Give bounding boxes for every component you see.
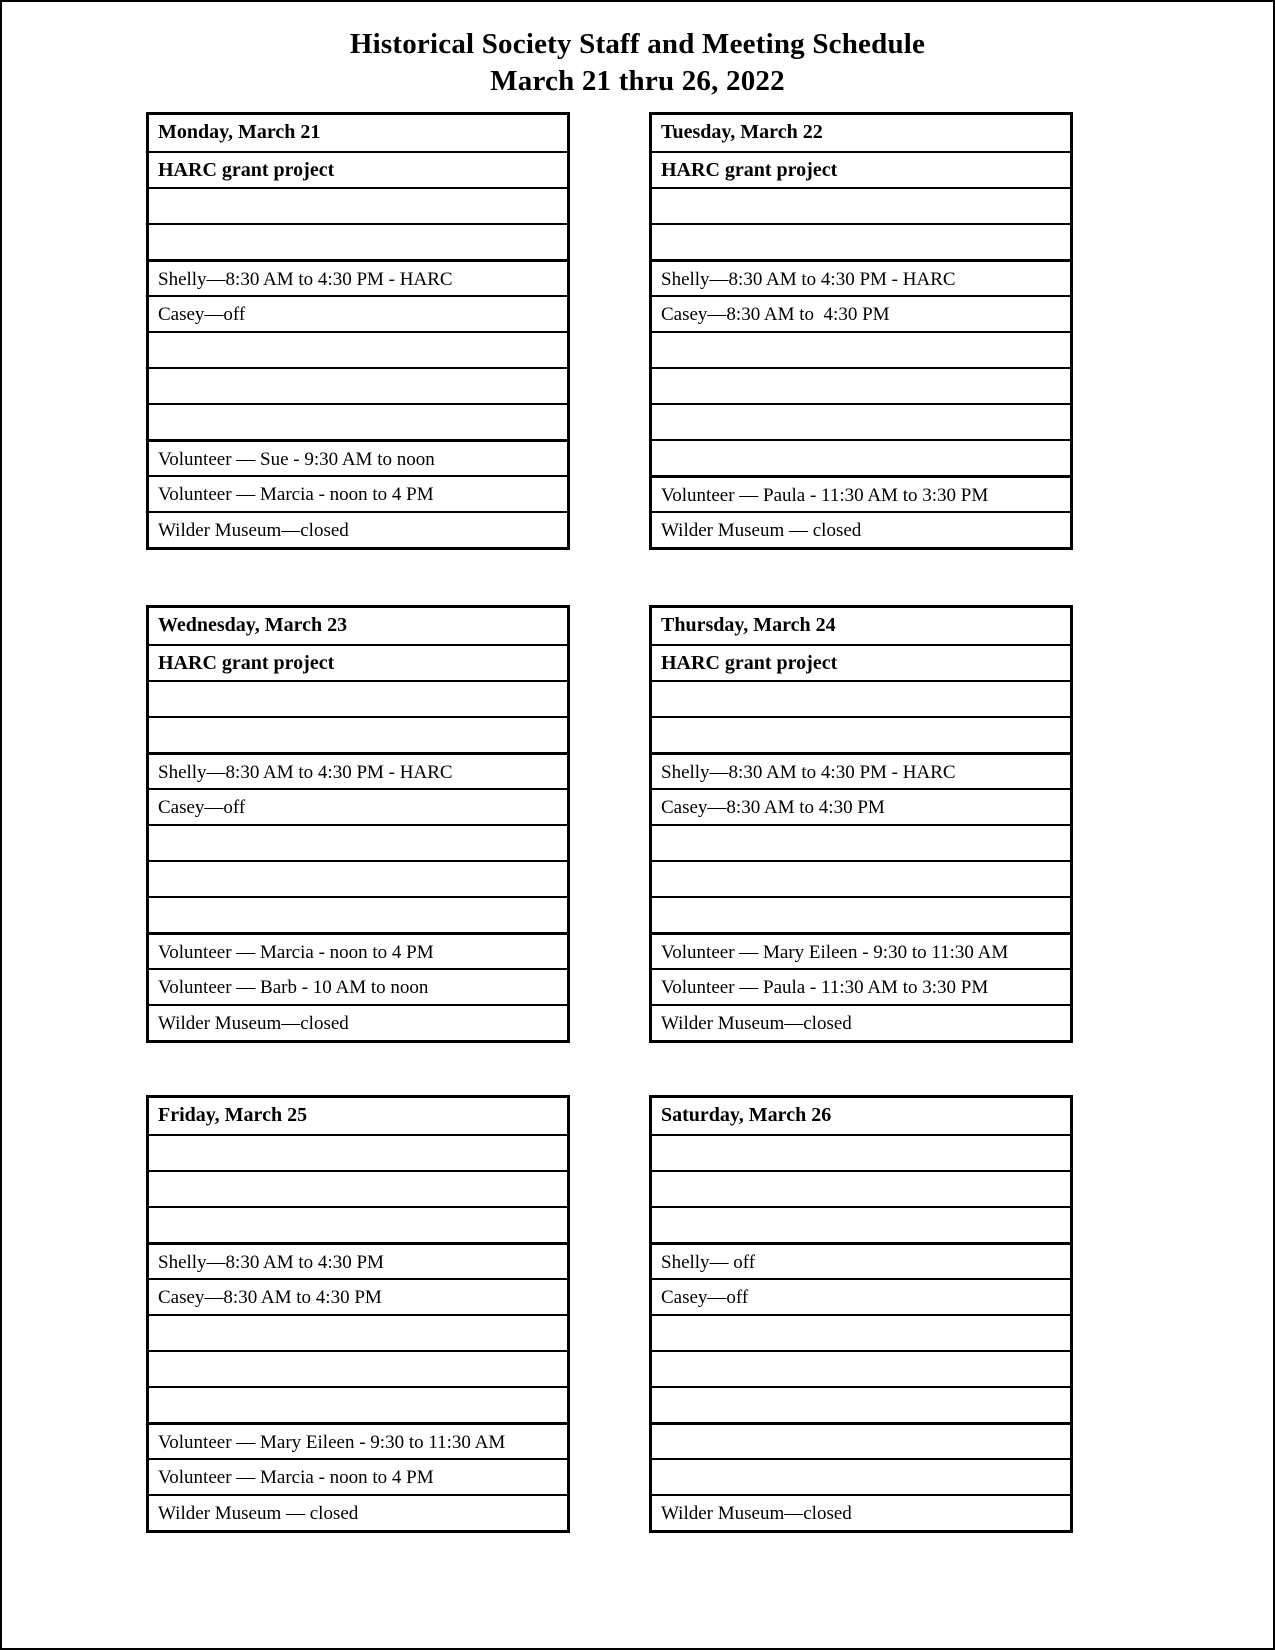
empty-row (652, 1206, 1070, 1242)
empty-row (652, 187, 1070, 223)
empty-row (149, 1206, 567, 1242)
day-section (149, 259, 567, 439)
schedule-row: Wilder Museum—closed (149, 511, 567, 547)
empty-row (149, 716, 567, 752)
empty-row (149, 1350, 567, 1386)
day-box-saturday (649, 1095, 1073, 1533)
empty-row (149, 403, 567, 439)
schedule-row: Volunteer — Marcia - noon to 4 PM (149, 932, 567, 968)
day-section (652, 475, 1070, 547)
empty-row (149, 1314, 567, 1350)
day-box-monday (146, 112, 570, 550)
schedule-row: Volunteer — Paula - 11:30 AM to 3:30 PM (652, 968, 1070, 1004)
day-header-saturday: Saturday, March 26 (661, 1104, 832, 1126)
empty-row (149, 367, 567, 403)
day-box-wednesday (146, 605, 570, 1043)
schedule-row: HARC grant project (652, 644, 1070, 680)
day-section (149, 1242, 567, 1422)
day-section (652, 644, 1070, 752)
day-section (149, 932, 567, 1040)
empty-row (149, 187, 567, 223)
empty-row (652, 1422, 1070, 1458)
day-section (149, 1422, 567, 1530)
empty-row (149, 223, 567, 259)
day-header-thursday: Thursday, March 24 (661, 614, 836, 636)
day-header-monday: Monday, March 21 (158, 121, 321, 143)
empty-row (652, 1350, 1070, 1386)
schedule-row: Wilder Museum — closed (149, 1494, 567, 1530)
schedule-row: Wilder Museum — closed (652, 511, 1070, 547)
schedule-row: Casey—8:30 AM to 4:30 PM (652, 295, 1070, 331)
empty-row (652, 331, 1070, 367)
empty-row (652, 860, 1070, 896)
empty-row (652, 1386, 1070, 1422)
schedule-row: Shelly—8:30 AM to 4:30 PM - HARC (652, 259, 1070, 295)
schedule-row: HARC grant project (149, 644, 567, 680)
empty-row (149, 1134, 567, 1170)
day-header-friday: Friday, March 25 (158, 1104, 308, 1126)
schedule-row: Volunteer — Mary Eileen - 9:30 to 11:30 AM (652, 932, 1070, 968)
day-box-friday (146, 1095, 570, 1533)
day-section (149, 439, 567, 547)
schedule-row: Wilder Museum—closed (652, 1004, 1070, 1040)
day-header-wednesday: Wednesday, March 23 (158, 614, 348, 636)
schedule-row: HARC grant project (149, 151, 567, 187)
day-header-tuesday: Tuesday, March 22 (661, 121, 823, 143)
empty-row (652, 1314, 1070, 1350)
empty-row (652, 680, 1070, 716)
page-title-line2: March 21 thru 26, 2022 (490, 65, 785, 97)
empty-row (149, 1170, 567, 1206)
empty-row (652, 403, 1070, 439)
schedule-row: Casey—8:30 AM to 4:30 PM (149, 1278, 567, 1314)
empty-row (652, 824, 1070, 860)
day-section (652, 932, 1070, 1040)
empty-row (149, 331, 567, 367)
day-box-thursday (649, 605, 1073, 1043)
schedule-row: Casey—8:30 AM to 4:30 PM (652, 788, 1070, 824)
schedule-row: Volunteer — Mary Eileen - 9:30 to 11:30 AM (149, 1422, 567, 1458)
schedule-row: Shelly—8:30 AM to 4:30 PM - HARC (149, 259, 567, 295)
schedule-row: Shelly—8:30 AM to 4:30 PM - HARC (652, 752, 1070, 788)
empty-row (149, 860, 567, 896)
schedule-row: Wilder Museum—closed (149, 1004, 567, 1040)
schedule-row: Casey—off (149, 788, 567, 824)
page-title-line1: Historical Society Staff and Meeting Schedule (349, 28, 926, 60)
empty-row (652, 223, 1070, 259)
day-section (652, 1134, 1070, 1242)
day-section (652, 151, 1070, 259)
schedule-row: Casey—off (652, 1278, 1070, 1314)
day-section (652, 259, 1070, 475)
schedule-row: Shelly—8:30 AM to 4:30 PM - HARC (149, 752, 567, 788)
schedule-row: Shelly— off (652, 1242, 1070, 1278)
empty-row (652, 439, 1070, 475)
empty-row (652, 367, 1070, 403)
empty-row (652, 1134, 1070, 1170)
empty-row (149, 1386, 567, 1422)
day-section (149, 644, 567, 752)
day-box-tuesday (649, 112, 1073, 550)
schedule-row: Volunteer — Marcia - noon to 4 PM (149, 475, 567, 511)
schedule-row: Shelly—8:30 AM to 4:30 PM (149, 1242, 567, 1278)
schedule-row: Volunteer — Marcia - noon to 4 PM (149, 1458, 567, 1494)
empty-row (652, 896, 1070, 932)
day-section (652, 1422, 1070, 1530)
empty-row (652, 1458, 1070, 1494)
schedule-row: Casey—off (149, 295, 567, 331)
empty-row (149, 824, 567, 860)
day-section (149, 752, 567, 932)
schedule-row: Volunteer — Sue - 9:30 AM to noon (149, 439, 567, 475)
empty-row (149, 896, 567, 932)
schedule-row: Wilder Museum—closed (652, 1494, 1070, 1530)
day-section (652, 752, 1070, 932)
empty-row (149, 680, 567, 716)
empty-row (652, 716, 1070, 752)
day-section (149, 1134, 567, 1242)
schedule-row: HARC grant project (652, 151, 1070, 187)
schedule-row: Volunteer — Paula - 11:30 AM to 3:30 PM (652, 475, 1070, 511)
day-section (652, 1242, 1070, 1422)
empty-row (652, 1170, 1070, 1206)
schedule-grid (2, 2, 1273, 1648)
schedule-row: Volunteer — Barb - 10 AM to noon (149, 968, 567, 1004)
day-section (149, 151, 567, 259)
